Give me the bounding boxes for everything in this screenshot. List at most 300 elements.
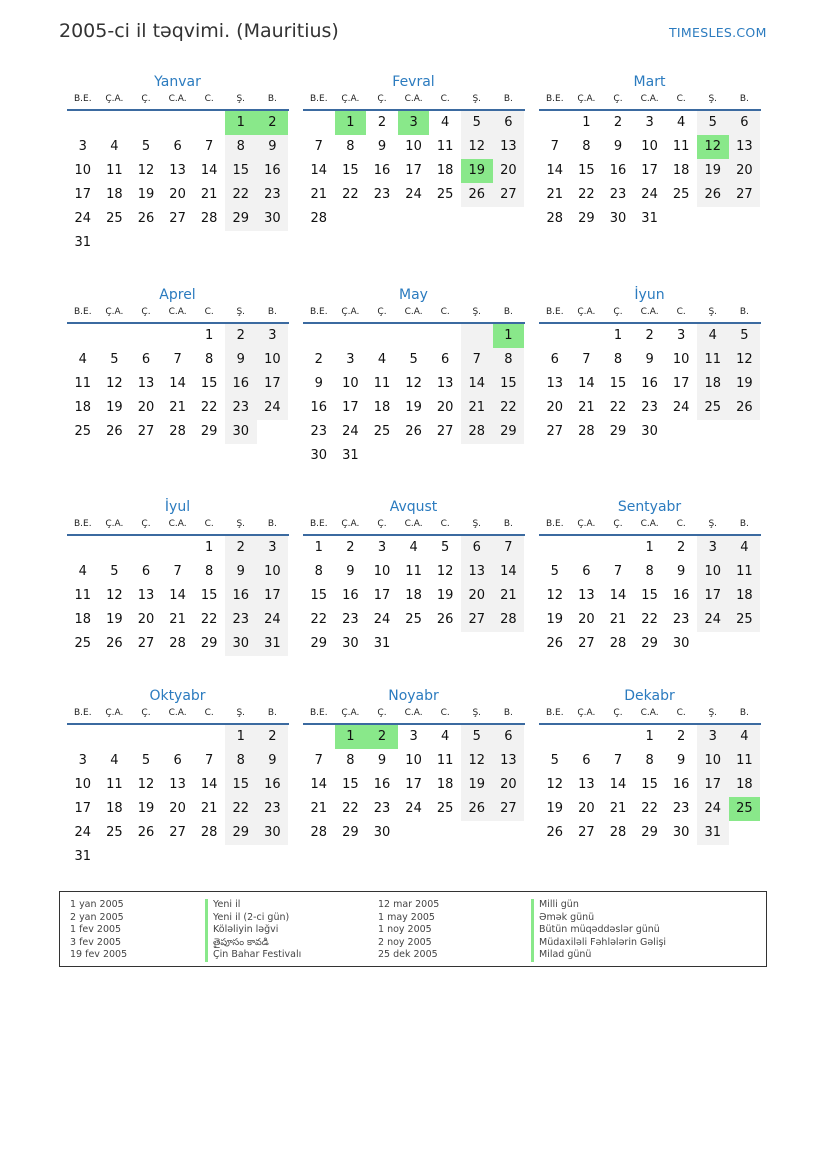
day-cell: 17	[697, 773, 729, 797]
day-cell: 23	[310, 424, 328, 439]
day-cell: 27	[461, 608, 493, 632]
day-cell: 8	[645, 564, 654, 579]
day-cell: 16	[257, 773, 289, 797]
weekday-header: Ş.	[472, 519, 482, 529]
day-cell: 5	[110, 352, 119, 367]
weekday-header: Ş.	[708, 94, 718, 104]
day-cell: 13	[493, 749, 525, 773]
empty-day-cell	[571, 725, 603, 749]
day-cell: 3	[257, 324, 289, 348]
legend-holiday-name: Bütün müqəddəslər günü	[531, 924, 666, 937]
day-cell: 20	[137, 612, 155, 627]
day-cell: 24	[672, 400, 690, 415]
day-cell: 30	[672, 636, 690, 651]
weekday-header: Ç.A.	[577, 94, 596, 104]
empty-day-cell	[335, 207, 367, 231]
weekday-header: Ş.	[708, 307, 718, 317]
month-block	[539, 72, 761, 231]
empty-day-cell	[729, 632, 761, 656]
day-cell: 28	[169, 636, 186, 651]
week-row	[303, 159, 525, 183]
weekday-header-row	[539, 705, 761, 725]
day-cell: 8	[493, 348, 525, 372]
day-cell: 5	[141, 753, 151, 768]
day-cell: 16	[257, 159, 289, 183]
day-cell: 23	[609, 187, 627, 202]
day-cell: 15	[225, 773, 257, 797]
day-cell: 16	[609, 163, 627, 178]
day-cell: 16	[225, 372, 257, 396]
month-name: Avqust	[389, 499, 438, 515]
day-cell: 12	[729, 348, 761, 372]
weekday-header-row	[539, 91, 761, 111]
weekday-header: B.	[267, 94, 277, 104]
day-cell: 9	[377, 753, 387, 768]
day-cell: 7	[493, 536, 525, 560]
empty-day-cell	[225, 231, 257, 255]
empty-day-cell	[99, 231, 131, 255]
legend-dates-right	[378, 899, 439, 962]
weekday-header: B.	[503, 519, 513, 529]
day-cell: 25	[436, 801, 454, 816]
brand-link[interactable]: TIMESLES.COM	[669, 25, 767, 40]
day-cell: 7	[461, 348, 493, 372]
week-row	[539, 584, 761, 608]
day-cell: 9	[257, 749, 289, 773]
day-cell: 26	[697, 183, 729, 207]
day-cell: 10	[672, 352, 690, 367]
day-cell: 29	[225, 207, 257, 231]
month-block	[539, 686, 761, 845]
week-row	[303, 725, 525, 749]
day-cell: 30	[342, 636, 359, 651]
day-cell: 23	[672, 612, 690, 627]
legend-date: 1 noy 2005	[378, 924, 432, 935]
day-cell: 10	[373, 564, 391, 579]
month-block	[539, 285, 761, 444]
holiday-day-cell: 1	[335, 111, 367, 135]
weekday-header: Ç.A.	[577, 307, 596, 317]
day-cell: 20	[493, 773, 525, 797]
day-cell: 21	[310, 187, 328, 202]
day-cell: 30	[641, 424, 658, 439]
day-cell: 27	[578, 636, 595, 651]
day-cell: 14	[461, 372, 493, 396]
week-row	[303, 584, 525, 608]
week-row	[67, 111, 289, 135]
empty-day-cell	[225, 845, 257, 869]
day-cell: 15	[225, 159, 257, 183]
day-cell: 12	[546, 777, 564, 792]
day-cell: 10	[74, 777, 92, 792]
day-cell: 23	[257, 797, 289, 821]
day-cell: 4	[729, 725, 761, 749]
weekday-header: C.A.	[640, 708, 659, 718]
empty-day-cell	[493, 821, 525, 845]
day-cell: 14	[169, 376, 186, 391]
empty-day-cell	[461, 444, 493, 468]
day-cell: 24	[405, 801, 422, 816]
day-cell: 2	[677, 729, 686, 744]
day-cell: 15	[641, 588, 658, 603]
empty-day-cell	[571, 536, 603, 560]
day-cell: 3	[697, 536, 729, 560]
week-row	[303, 632, 525, 656]
day-cell: 29	[641, 825, 658, 840]
weekday-header: C.	[204, 94, 214, 104]
holiday-day-cell: 2	[366, 725, 398, 749]
weekday-header: B.E.	[310, 307, 328, 317]
week-row	[303, 420, 525, 444]
empty-day-cell	[697, 207, 729, 231]
holiday-day-cell: 12	[697, 135, 729, 159]
week-row	[539, 207, 761, 231]
week-row	[303, 749, 525, 773]
weekday-header: C.A.	[168, 519, 187, 529]
day-cell: 17	[697, 584, 729, 608]
week-row	[539, 183, 761, 207]
legend-date: 1 yan 2005	[70, 899, 124, 910]
day-cell: 9	[225, 348, 257, 372]
day-cell: 12	[461, 749, 493, 773]
month-block	[67, 285, 289, 444]
legend-holiday-name: Köləliyin ləğvi	[205, 924, 301, 937]
day-cell: 30	[225, 420, 257, 444]
day-cell: 2	[377, 115, 387, 130]
week-row	[539, 372, 761, 396]
legend-holiday-name: Milad günü	[531, 949, 666, 962]
day-cell: 7	[205, 139, 214, 154]
weekday-header: B.	[739, 307, 749, 317]
empty-day-cell	[130, 324, 162, 348]
day-cell: 26	[106, 424, 123, 439]
day-cell: 16	[373, 777, 391, 792]
empty-day-cell	[602, 725, 634, 749]
day-cell: 29	[200, 424, 218, 439]
day-cell: 19	[137, 801, 155, 816]
day-cell: 27	[578, 825, 595, 840]
weekday-header: Ç.	[141, 519, 151, 529]
month-name: May	[399, 287, 428, 303]
week-row	[303, 183, 525, 207]
day-cell: 3	[645, 115, 654, 130]
empty-day-cell	[429, 821, 461, 845]
empty-day-cell	[99, 111, 131, 135]
empty-day-cell	[429, 324, 461, 348]
week-row	[539, 536, 761, 560]
day-cell: 24	[697, 797, 729, 821]
day-cell: 6	[582, 564, 591, 579]
empty-day-cell	[193, 111, 225, 135]
legend-dates-left	[70, 899, 127, 962]
day-cell: 3	[257, 536, 289, 560]
legend-holiday-name: Müdaxiləli Fəhlələrin Gəlişi	[531, 937, 666, 950]
day-cell: 28	[310, 825, 328, 840]
day-cell: 21	[461, 396, 493, 420]
week-row	[303, 324, 525, 348]
empty-day-cell	[99, 324, 131, 348]
day-cell: 25	[74, 424, 92, 439]
day-cell: 19	[461, 773, 493, 797]
day-cell: 30	[609, 211, 627, 226]
day-cell: 15	[342, 163, 359, 178]
day-cell: 4	[677, 115, 686, 130]
legend-holiday-name: తైపూసం కావడి	[205, 937, 301, 950]
day-cell: 9	[346, 564, 355, 579]
empty-day-cell	[67, 536, 99, 560]
empty-day-cell	[257, 231, 289, 255]
weekday-header: Ç.A.	[341, 307, 360, 317]
legend-date: 3 fev 2005	[70, 936, 122, 948]
empty-day-cell	[729, 420, 761, 444]
empty-day-cell	[429, 632, 461, 656]
day-cell: 25	[106, 825, 123, 840]
empty-day-cell	[493, 207, 525, 231]
holiday-day-cell: 3	[398, 111, 430, 135]
week-row	[539, 608, 761, 632]
empty-day-cell	[461, 324, 493, 348]
day-cell: 2	[645, 328, 654, 343]
empty-day-cell	[729, 821, 761, 845]
weekday-header: Ç.	[377, 94, 387, 104]
day-cell: 31	[697, 821, 729, 845]
day-cell: 21	[169, 400, 186, 415]
weekday-header: C.	[676, 519, 686, 529]
day-cell: 9	[257, 135, 289, 159]
weekday-header: Ç.A.	[105, 708, 124, 718]
legend-holiday-name: Əmək günü	[531, 912, 666, 925]
day-cell: 23	[225, 608, 257, 632]
empty-day-cell	[67, 324, 99, 348]
day-cell: 4	[377, 352, 387, 367]
empty-day-cell	[398, 207, 430, 231]
day-cell: 12	[106, 588, 123, 603]
day-cell: 22	[225, 183, 257, 207]
day-cell: 14	[200, 163, 218, 178]
week-row	[539, 111, 761, 135]
day-cell: 1	[582, 115, 591, 130]
empty-day-cell	[130, 536, 162, 560]
day-cell: 17	[74, 187, 92, 202]
day-cell: 27	[137, 424, 155, 439]
day-cell: 18	[373, 400, 391, 415]
day-cell: 13	[436, 376, 454, 391]
day-cell: 17	[257, 372, 289, 396]
day-cell: 29	[493, 420, 525, 444]
day-cell: 10	[697, 749, 729, 773]
day-cell: 30	[257, 207, 289, 231]
empty-day-cell	[539, 111, 571, 135]
week-row	[303, 536, 525, 560]
day-cell: 24	[257, 608, 289, 632]
day-cell: 12	[137, 777, 155, 792]
day-cell: 9	[645, 352, 654, 367]
week-row	[303, 797, 525, 821]
empty-day-cell	[493, 632, 525, 656]
day-cell: 5	[441, 540, 450, 555]
day-cell: 14	[169, 588, 186, 603]
day-cell: 8	[205, 564, 214, 579]
legend-holiday-name: Yeni il	[205, 899, 301, 912]
day-cell: 8	[346, 753, 355, 768]
day-cell: 14	[310, 163, 328, 178]
day-cell: 20	[578, 612, 595, 627]
week-row	[303, 773, 525, 797]
week-row	[67, 845, 289, 869]
empty-day-cell	[335, 324, 367, 348]
day-cell: 13	[493, 135, 525, 159]
weekday-header: Ç.	[377, 519, 387, 529]
empty-day-cell	[398, 821, 430, 845]
day-cell: 4	[110, 753, 119, 768]
day-cell: 2	[225, 324, 257, 348]
day-cell: 18	[697, 372, 729, 396]
weekday-header: Ç.A.	[105, 307, 124, 317]
weekday-header: Ç.	[377, 307, 387, 317]
holiday-day-cell: 19	[461, 159, 493, 183]
day-cell: 18	[405, 588, 422, 603]
legend-date: 1 fev 2005	[70, 924, 122, 935]
weekday-header-row	[67, 516, 289, 536]
day-cell: 5	[729, 324, 761, 348]
day-cell: 28	[609, 636, 627, 651]
day-cell: 24	[342, 424, 359, 439]
day-cell: 21	[169, 612, 186, 627]
weekday-header-row	[539, 516, 761, 536]
day-cell: 19	[106, 400, 123, 415]
day-cell: 5	[461, 725, 493, 749]
day-cell: 12	[546, 588, 564, 603]
day-cell: 25	[729, 608, 761, 632]
day-cell: 23	[373, 187, 391, 202]
empty-day-cell	[67, 111, 99, 135]
day-cell: 19	[729, 372, 761, 396]
day-cell: 7	[550, 139, 559, 154]
week-row	[303, 444, 525, 468]
day-cell: 28	[609, 825, 627, 840]
weekday-header: C.A.	[404, 519, 423, 529]
week-row	[67, 632, 289, 656]
day-cell: 9	[377, 139, 387, 154]
day-cell: 20	[137, 400, 155, 415]
day-cell: 7	[613, 564, 623, 579]
empty-day-cell	[366, 324, 398, 348]
day-cell: 30	[310, 448, 328, 463]
day-cell: 25	[405, 612, 422, 627]
day-cell: 21	[200, 187, 218, 202]
empty-day-cell	[162, 725, 194, 749]
weekday-header: Ç.A.	[341, 708, 360, 718]
legend-date: 1 may 2005	[378, 911, 435, 923]
day-cell: 11	[106, 777, 123, 792]
day-cell: 20	[436, 400, 454, 415]
day-cell: 5	[461, 111, 493, 135]
day-cell: 3	[409, 729, 418, 744]
day-cell: 11	[74, 376, 92, 391]
month-name: İyul	[164, 499, 191, 515]
day-cell: 2	[314, 352, 323, 367]
day-cell: 4	[441, 729, 450, 744]
holiday-day-cell: 1	[493, 324, 525, 348]
holiday-legend	[59, 891, 767, 967]
day-cell: 29	[641, 636, 658, 651]
day-cell: 7	[205, 753, 214, 768]
day-cell: 8	[582, 139, 591, 154]
weekday-header: Ç.A.	[577, 708, 596, 718]
day-cell: 26	[546, 636, 564, 651]
day-cell: 2	[613, 115, 623, 130]
week-row	[67, 159, 289, 183]
day-cell: 11	[729, 560, 761, 584]
day-cell: 25	[436, 187, 454, 202]
day-cell: 22	[225, 797, 257, 821]
day-cell: 1	[205, 540, 214, 555]
day-cell: 31	[641, 211, 658, 226]
empty-day-cell	[429, 444, 461, 468]
day-cell: 7	[314, 753, 323, 768]
day-cell: 24	[405, 187, 422, 202]
day-cell: 24	[697, 608, 729, 632]
day-cell: 13	[137, 588, 155, 603]
day-cell: 12	[106, 376, 123, 391]
day-cell: 25	[106, 211, 123, 226]
day-cell: 31	[257, 632, 289, 656]
empty-day-cell	[162, 845, 194, 869]
day-cell: 30	[257, 821, 289, 845]
day-cell: 18	[436, 777, 454, 792]
day-cell: 25	[74, 636, 92, 651]
day-cell: 1	[205, 328, 214, 343]
legend-date: 2 noy 2005	[378, 936, 432, 948]
legend-names-left	[205, 899, 301, 962]
weekday-header: Ş.	[708, 519, 718, 529]
day-cell: 11	[405, 564, 422, 579]
day-cell: 12	[405, 376, 422, 391]
weekday-header: B.E.	[546, 708, 564, 718]
day-cell: 20	[169, 801, 186, 816]
day-cell: 19	[106, 612, 123, 627]
day-cell: 5	[697, 111, 729, 135]
day-cell: 4	[78, 564, 87, 579]
day-cell: 29	[310, 636, 328, 651]
empty-day-cell	[398, 632, 430, 656]
week-row	[539, 632, 761, 656]
weekday-header-row	[303, 705, 525, 725]
week-row	[539, 348, 761, 372]
day-cell: 23	[373, 801, 391, 816]
legend-date: 25 dek 2005	[378, 949, 438, 960]
day-cell: 4	[409, 540, 418, 555]
week-row	[539, 773, 761, 797]
day-cell: 14	[546, 163, 564, 178]
weekday-header: C.	[676, 94, 686, 104]
day-cell: 22	[493, 396, 525, 420]
day-cell: 18	[672, 163, 690, 178]
day-cell: 22	[609, 400, 627, 415]
weekday-header: B.E.	[546, 94, 564, 104]
day-cell: 11	[729, 749, 761, 773]
empty-day-cell	[461, 207, 493, 231]
day-cell: 10	[257, 348, 289, 372]
month-block	[67, 72, 289, 255]
day-cell: 5	[141, 139, 151, 154]
day-cell: 13	[729, 135, 761, 159]
day-cell: 23	[672, 801, 690, 816]
empty-day-cell	[602, 536, 634, 560]
day-cell: 29	[342, 825, 359, 840]
day-cell: 7	[582, 352, 591, 367]
week-row	[539, 159, 761, 183]
